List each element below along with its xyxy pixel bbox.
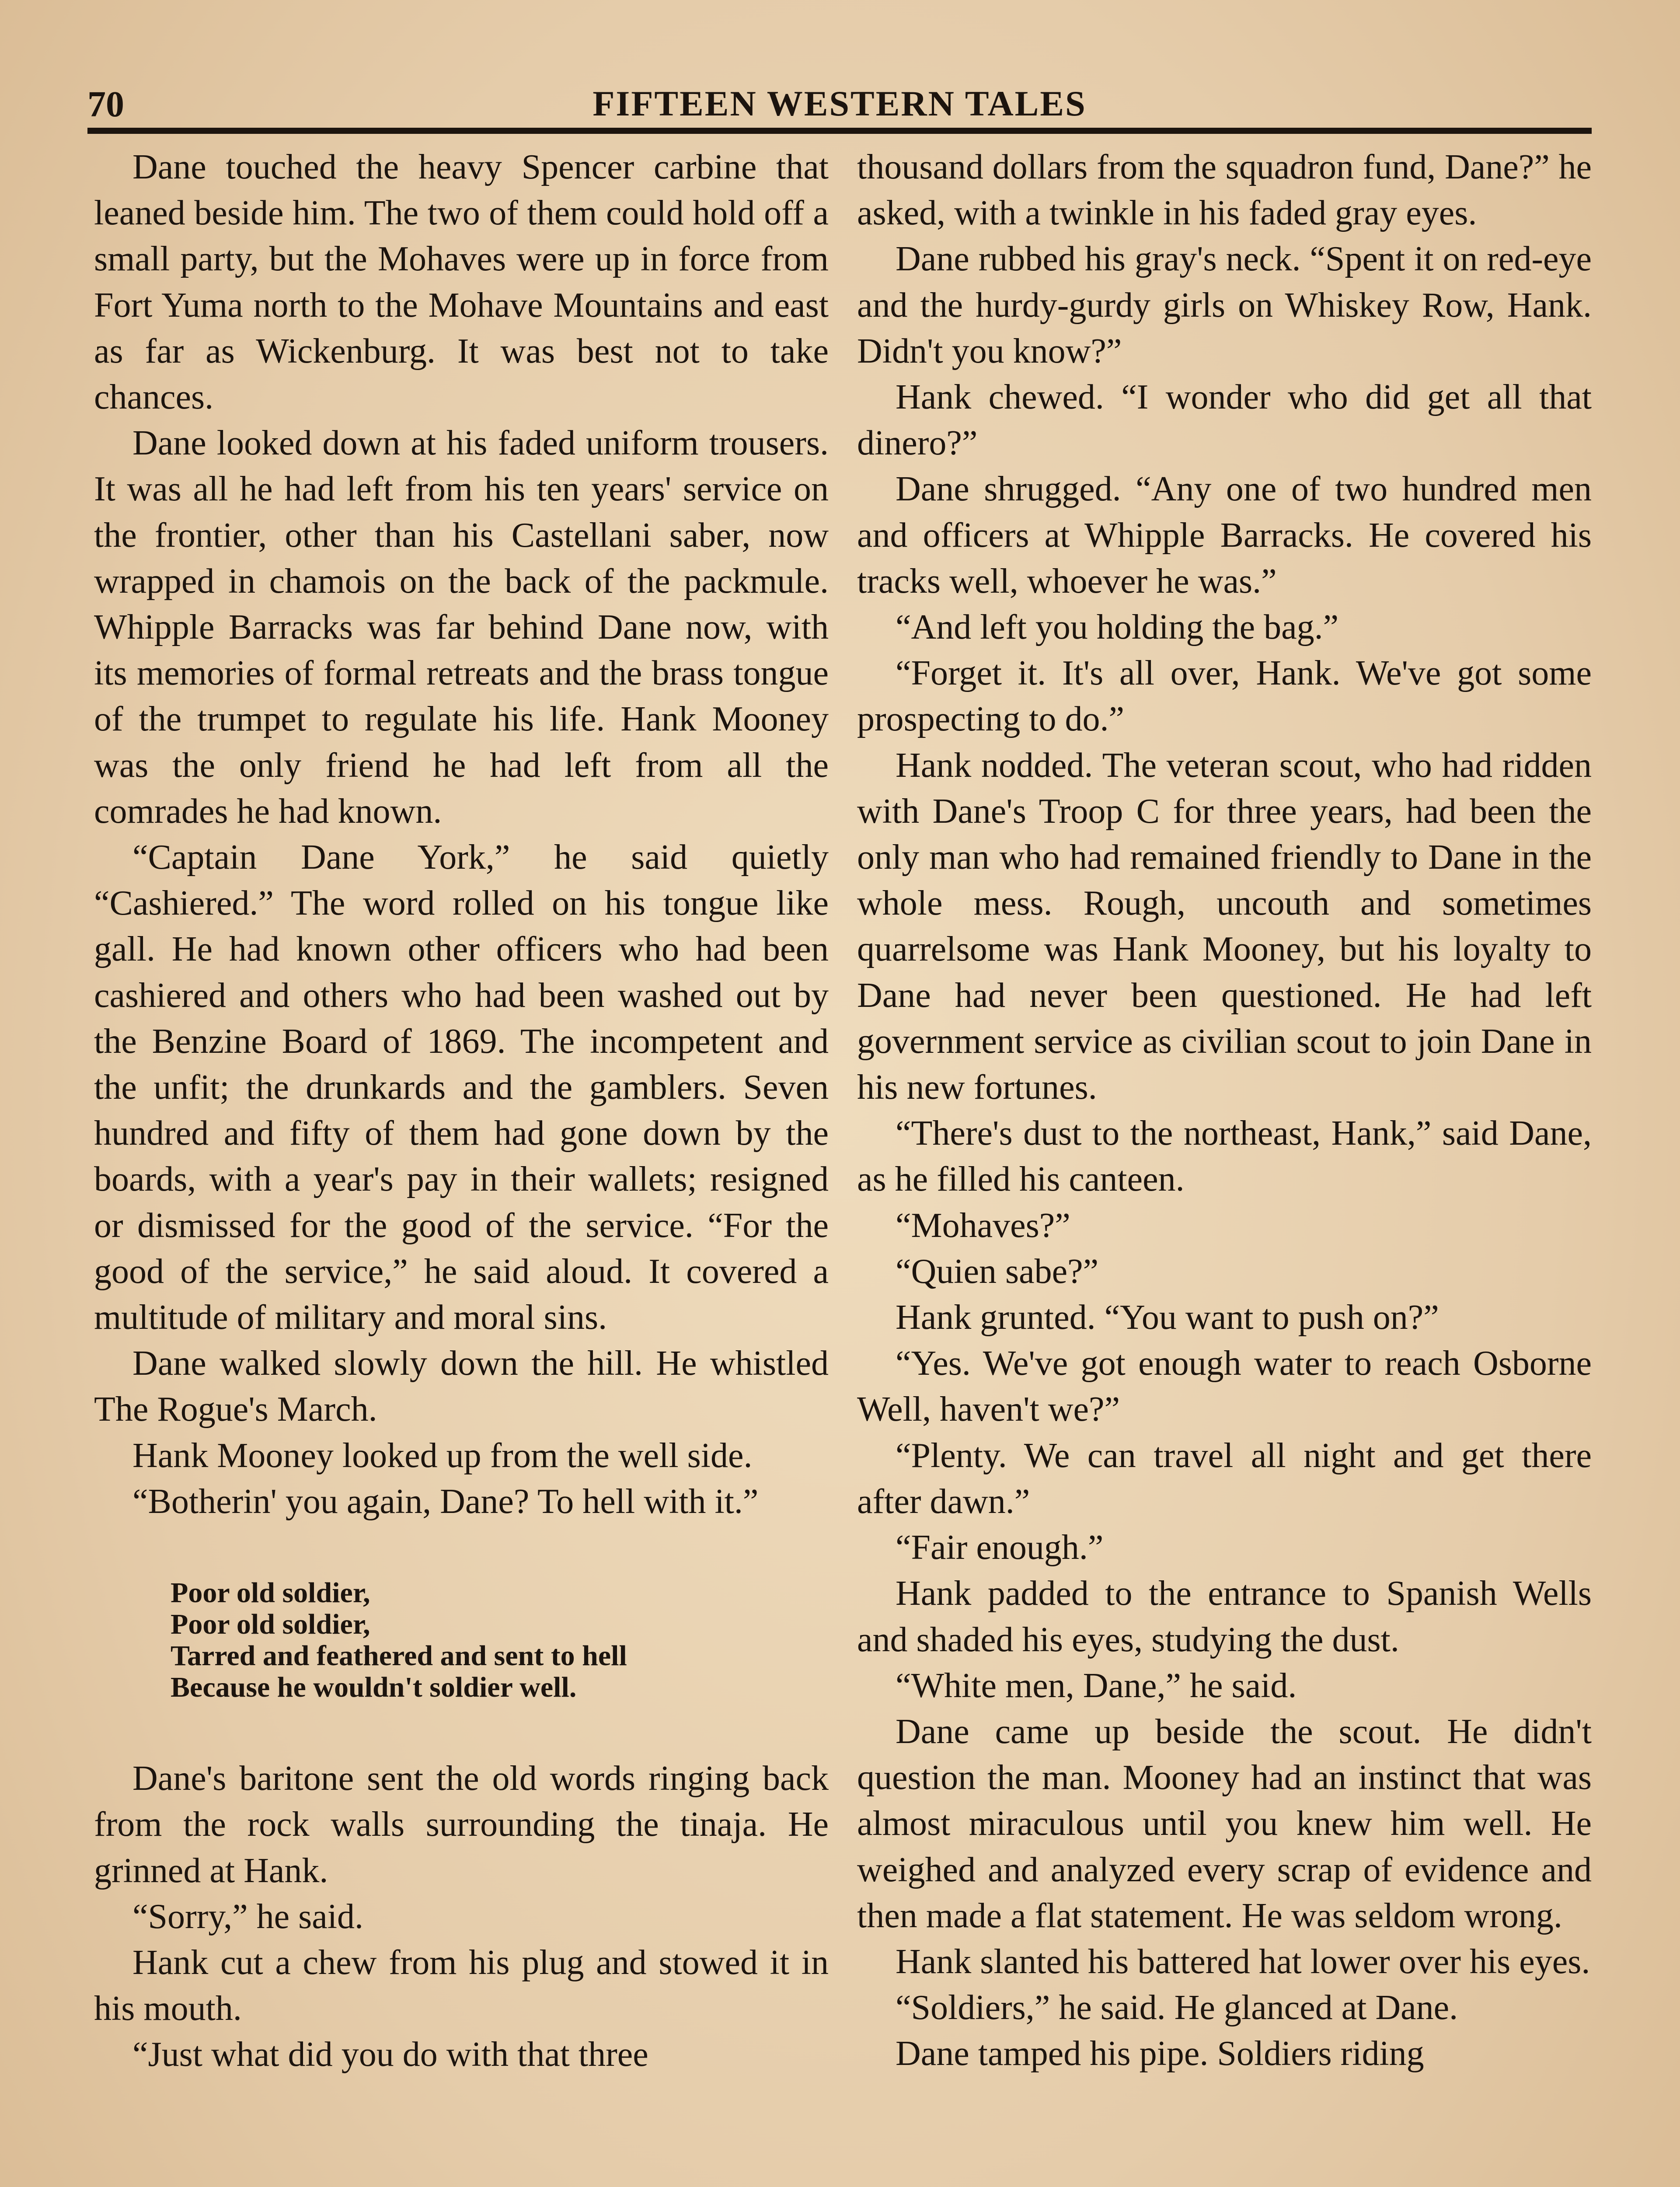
paragraph: “Soldiers,” he said. He glanced at Dane.: [896, 1988, 1458, 2027]
verse-block: [171, 1577, 829, 1703]
verse-line: Poor old soldier,: [171, 1608, 370, 1641]
paragraph: “Botherin' you again, Dane? To hell with it.”: [132, 1482, 759, 1521]
paragraph: Dane walked slowly down the hill. He whistled The Rogue's March.: [94, 1344, 829, 1429]
verse-line: Poor old soldier,: [171, 1577, 370, 1609]
paragraph: Hank cut a chew from his plug and stowed it in his mouth.: [94, 1943, 829, 2028]
verse-line: Tarred and feathered and sent to hell: [171, 1640, 627, 1672]
paragraph: Dane tamped his pipe. Soldiers riding: [896, 2034, 1424, 2073]
paragraph: “Plenty. We can travel all night and get there after dawn.”: [857, 1436, 1592, 1521]
paragraph: “White men, Dane,” he said.: [896, 1666, 1297, 1705]
header-rule: [87, 128, 1592, 134]
paragraph: Dane's baritone sent the old words ringing back from the rock walls surrounding the tinaja. He grinned at Hank.: [94, 1759, 829, 1890]
paragraph: “Captain Dane York,” he said quietly “Cashiered.” The word rolled on his tongue like gall. He had known other officers who had been cashiered and others who had been washed out by the Benzine Board of 1869. The incompetent and the unfit; the drunkards and the gamblers. Seven hundred and fifty of them had gone down by the boards, with a year's pay in their wallets; resigned or dismissed for the good of the service. “For the good of the service,” he said aloud. It covered a multitude of military and moral sins.: [94, 838, 829, 1337]
paragraph: “Quien sabe?”: [896, 1252, 1099, 1291]
page-header: [87, 74, 1592, 131]
left-column: [94, 144, 829, 2078]
paragraph: Hank grunted. “You want to push on?”: [896, 1298, 1439, 1337]
paragraph: Hank nodded. The veteran scout, who had ridden with Dane's Troop C for three years, had been the only man who had remained friendly to Dane in the whole mess. Rough, uncouth and sometimes quarrelsome was Hank Mooney, but his loyalty to Dane had never been questioned. He had left government service as civilian scout to join Dane in his new fortunes.: [857, 746, 1592, 1107]
paragraph: Dane rubbed his gray's neck. “Spent it on red-eye and the hurdy-gurdy girls on Whiskey Row, Hank. Didn't you know?”: [857, 240, 1592, 370]
paragraph: “Yes. We've got enough water to reach Osborne Well, haven't we?”: [857, 1344, 1592, 1429]
paragraph: Dane came up beside the scout. He didn't question the man. Mooney had an instinct that was almost miraculous until you knew him well. He weighed and analyzed every scrap of evidence and then made a flat statement. He was seldom wrong.: [857, 1712, 1592, 1935]
page-number: 70: [87, 84, 124, 125]
paragraph: Hank padded to the entrance to Spanish Wells and shaded his eyes, studying the dust.: [857, 1574, 1592, 1659]
paragraph: Hank chewed. “I wonder who did get all that dinero?”: [857, 378, 1592, 463]
verse-line: Because he wouldn't soldier well.: [171, 1671, 577, 1704]
paragraph-continued: thousand dollars from the squadron fund, Dane?” he asked, with a twinkle in his faded gray eyes.: [857, 148, 1592, 233]
paragraph: “And left you holding the bag.”: [896, 608, 1339, 647]
paragraph: Dane touched the heavy Spencer carbine that leaned beside him. The two of them could hold off a small party, but the Mohaves were up in force from Fort Yuma north to the Mohave Mountains and east as far as Wickenburg. It was best not to take chances.: [94, 148, 829, 417]
running-title: FIFTEEN WESTERN TALES: [593, 84, 1087, 123]
paragraph: “Forget it. It's all over, Hank. We've got some prospecting to do.”: [857, 654, 1592, 739]
paragraph: “Just what did you do with that three: [132, 2035, 648, 2074]
paragraph: Hank slanted his battered hat lower over his eyes.: [896, 1942, 1590, 1981]
paragraph: Dane shrugged. “Any one of two hundred men and officers at Whipple Barracks. He covered his tracks well, whoever he was.”: [857, 470, 1592, 601]
paragraph: “Sorry,” he said.: [132, 1897, 363, 1936]
paragraph: “Mohaves?”: [896, 1206, 1070, 1245]
paragraph: Dane looked down at his faded uniform trousers. It was all he had left from his ten years' service on the frontier, other than his Castellani saber, now wrapped in chamois on the back of the packmule. Whipple Barracks was far behind Dane now, with its memories of formal retreats and the brass tongue of the trumpet to regulate his life. Hank Mooney was the only friend he had left from all the comrades he had known.: [94, 424, 829, 831]
paragraph: “Fair enough.”: [896, 1528, 1104, 1567]
paragraph: Hank Mooney looked up from the well side.: [132, 1436, 753, 1475]
paragraph: “There's dust to the northeast, Hank,” said Dane, as he filled his canteen.: [857, 1114, 1592, 1199]
right-column: [857, 144, 1592, 2077]
